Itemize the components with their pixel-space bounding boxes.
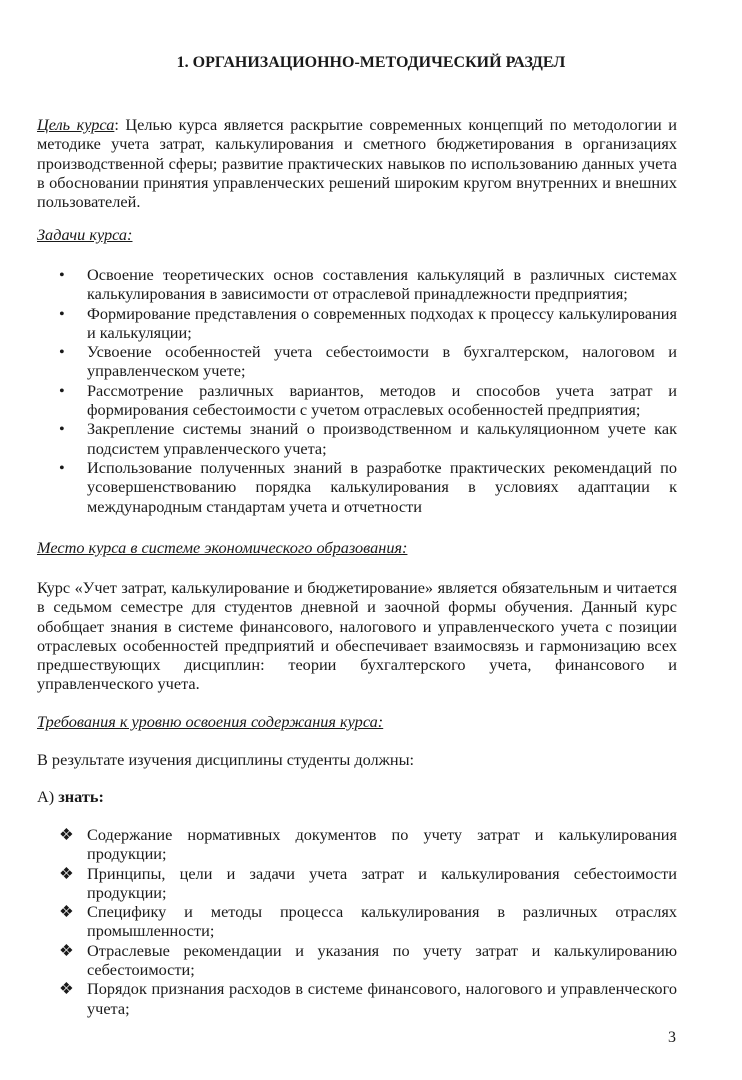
tasks-list [37, 265, 677, 516]
page-number: 3 [668, 1029, 676, 1046]
bullet-icon: • [59, 265, 65, 284]
list-item-text: Освоение теоретических основ составления калькуляций в различных системах калькулирования в зависимости от отраслевой принадлежности предприятия; [87, 265, 677, 304]
diamond-bullet-icon: ❖ [59, 940, 74, 960]
list-item-text: Рассмотрение различных вариантов, методов и способов учета затрат и формирования себестоимости с учетом отраслевых особенностей предприятия; [87, 380, 677, 420]
list-item [37, 381, 677, 420]
know-label: знать: [58, 787, 104, 806]
list-item-text: Специфику и методы процесса калькулирования в различных отраслях промышленности; [87, 902, 677, 941]
list-item [37, 342, 677, 381]
list-item [37, 458, 677, 516]
list-item [37, 419, 677, 458]
diamond-bullet-icon: ❖ [59, 902, 74, 922]
list-item [37, 979, 677, 1018]
diamond-bullet-icon: ❖ [59, 863, 74, 883]
list-item [37, 902, 677, 941]
bullet-icon: • [59, 419, 65, 439]
list-item-text: Использование полученных знаний в разработке практических рекомендаций по усовершенствованию порядка калькулирования в условиях адаптации к международным стандартам учета и отчетности [87, 457, 677, 516]
list-item-text: Формирование представления о современных подходах к процессу калькулирования и калькуляции; [87, 303, 677, 342]
diamond-bullet-icon: ❖ [59, 979, 74, 999]
course-goal-text: : Целью курса является раскрытие современных концепций по методологии и методике учета затрат, калькулирования и сметного бюджетирования в организациях производственной сферы; развитие практических навыков по использованию данных учета в обосновании принятия управленческих решений широким кругом внутренних и внешних пользователей. [37, 115, 677, 212]
place-paragraph: Курс «Учет затрат, калькулирование и бюджетирование» является обязательным и читается в седьмом семестре для студентов дневной и заочной формы обучения. Данный курс обобщает знания в системе финансового, налогового и управленческого учета с позиции отраслевых особенностей предприятий и обеспечивает взаимосвязь и гармонизацию всех предшествующих дисциплин: теории бухгалтерского учета, финансового и управленческого учета. [37, 578, 677, 694]
list-item [37, 265, 677, 304]
course-goal-paragraph [37, 115, 677, 211]
list-item-text: Порядок признания расходов в системе финансового, налогового и управленческого учета; [87, 979, 677, 1018]
bullet-icon: • [59, 342, 65, 362]
list-item [37, 825, 677, 864]
tasks-heading: Задачи курса: [37, 225, 133, 244]
requirements-heading: Требования к уровню освоения содержания курса: [37, 712, 384, 731]
know-heading [37, 787, 677, 806]
place-heading: Место курса в системе экономического образования: [37, 538, 408, 557]
course-goal-label: Цель курса [37, 115, 115, 134]
list-item-text: Закрепление системы знаний о производственном и калькуляционном учете как подсистем управленческого учета; [87, 419, 677, 458]
list-item-text: Принципы, цели и задачи учета затрат и калькулирования себестоимости продукции; [87, 863, 677, 902]
list-item-text: Усвоение особенностей учета себестоимости в бухгалтерском, налоговом и управленческом учете; [87, 342, 677, 381]
bullet-icon: • [59, 380, 65, 400]
know-prefix: А) [37, 787, 59, 806]
know-list [37, 825, 677, 1018]
list-item-text: Отраслевые рекомендации и указания по учету затрат и калькулированию себестоимости; [87, 940, 677, 980]
requirements-intro: В результате изучения дисциплины студенты должны: [37, 750, 415, 769]
list-item [37, 864, 677, 903]
list-item [37, 941, 677, 980]
list-item-text: Содержание нормативных документов по учету затрат и калькулирования продукции; [87, 825, 677, 864]
bullet-icon: • [59, 457, 65, 477]
bullet-icon: • [59, 303, 65, 323]
list-item [37, 304, 677, 343]
diamond-bullet-icon: ❖ [59, 825, 74, 844]
section-title: 1. ОРГАНИЗАЦИОННО-МЕТОДИЧЕСКИЙ РАЗДЕЛ [176, 54, 566, 71]
